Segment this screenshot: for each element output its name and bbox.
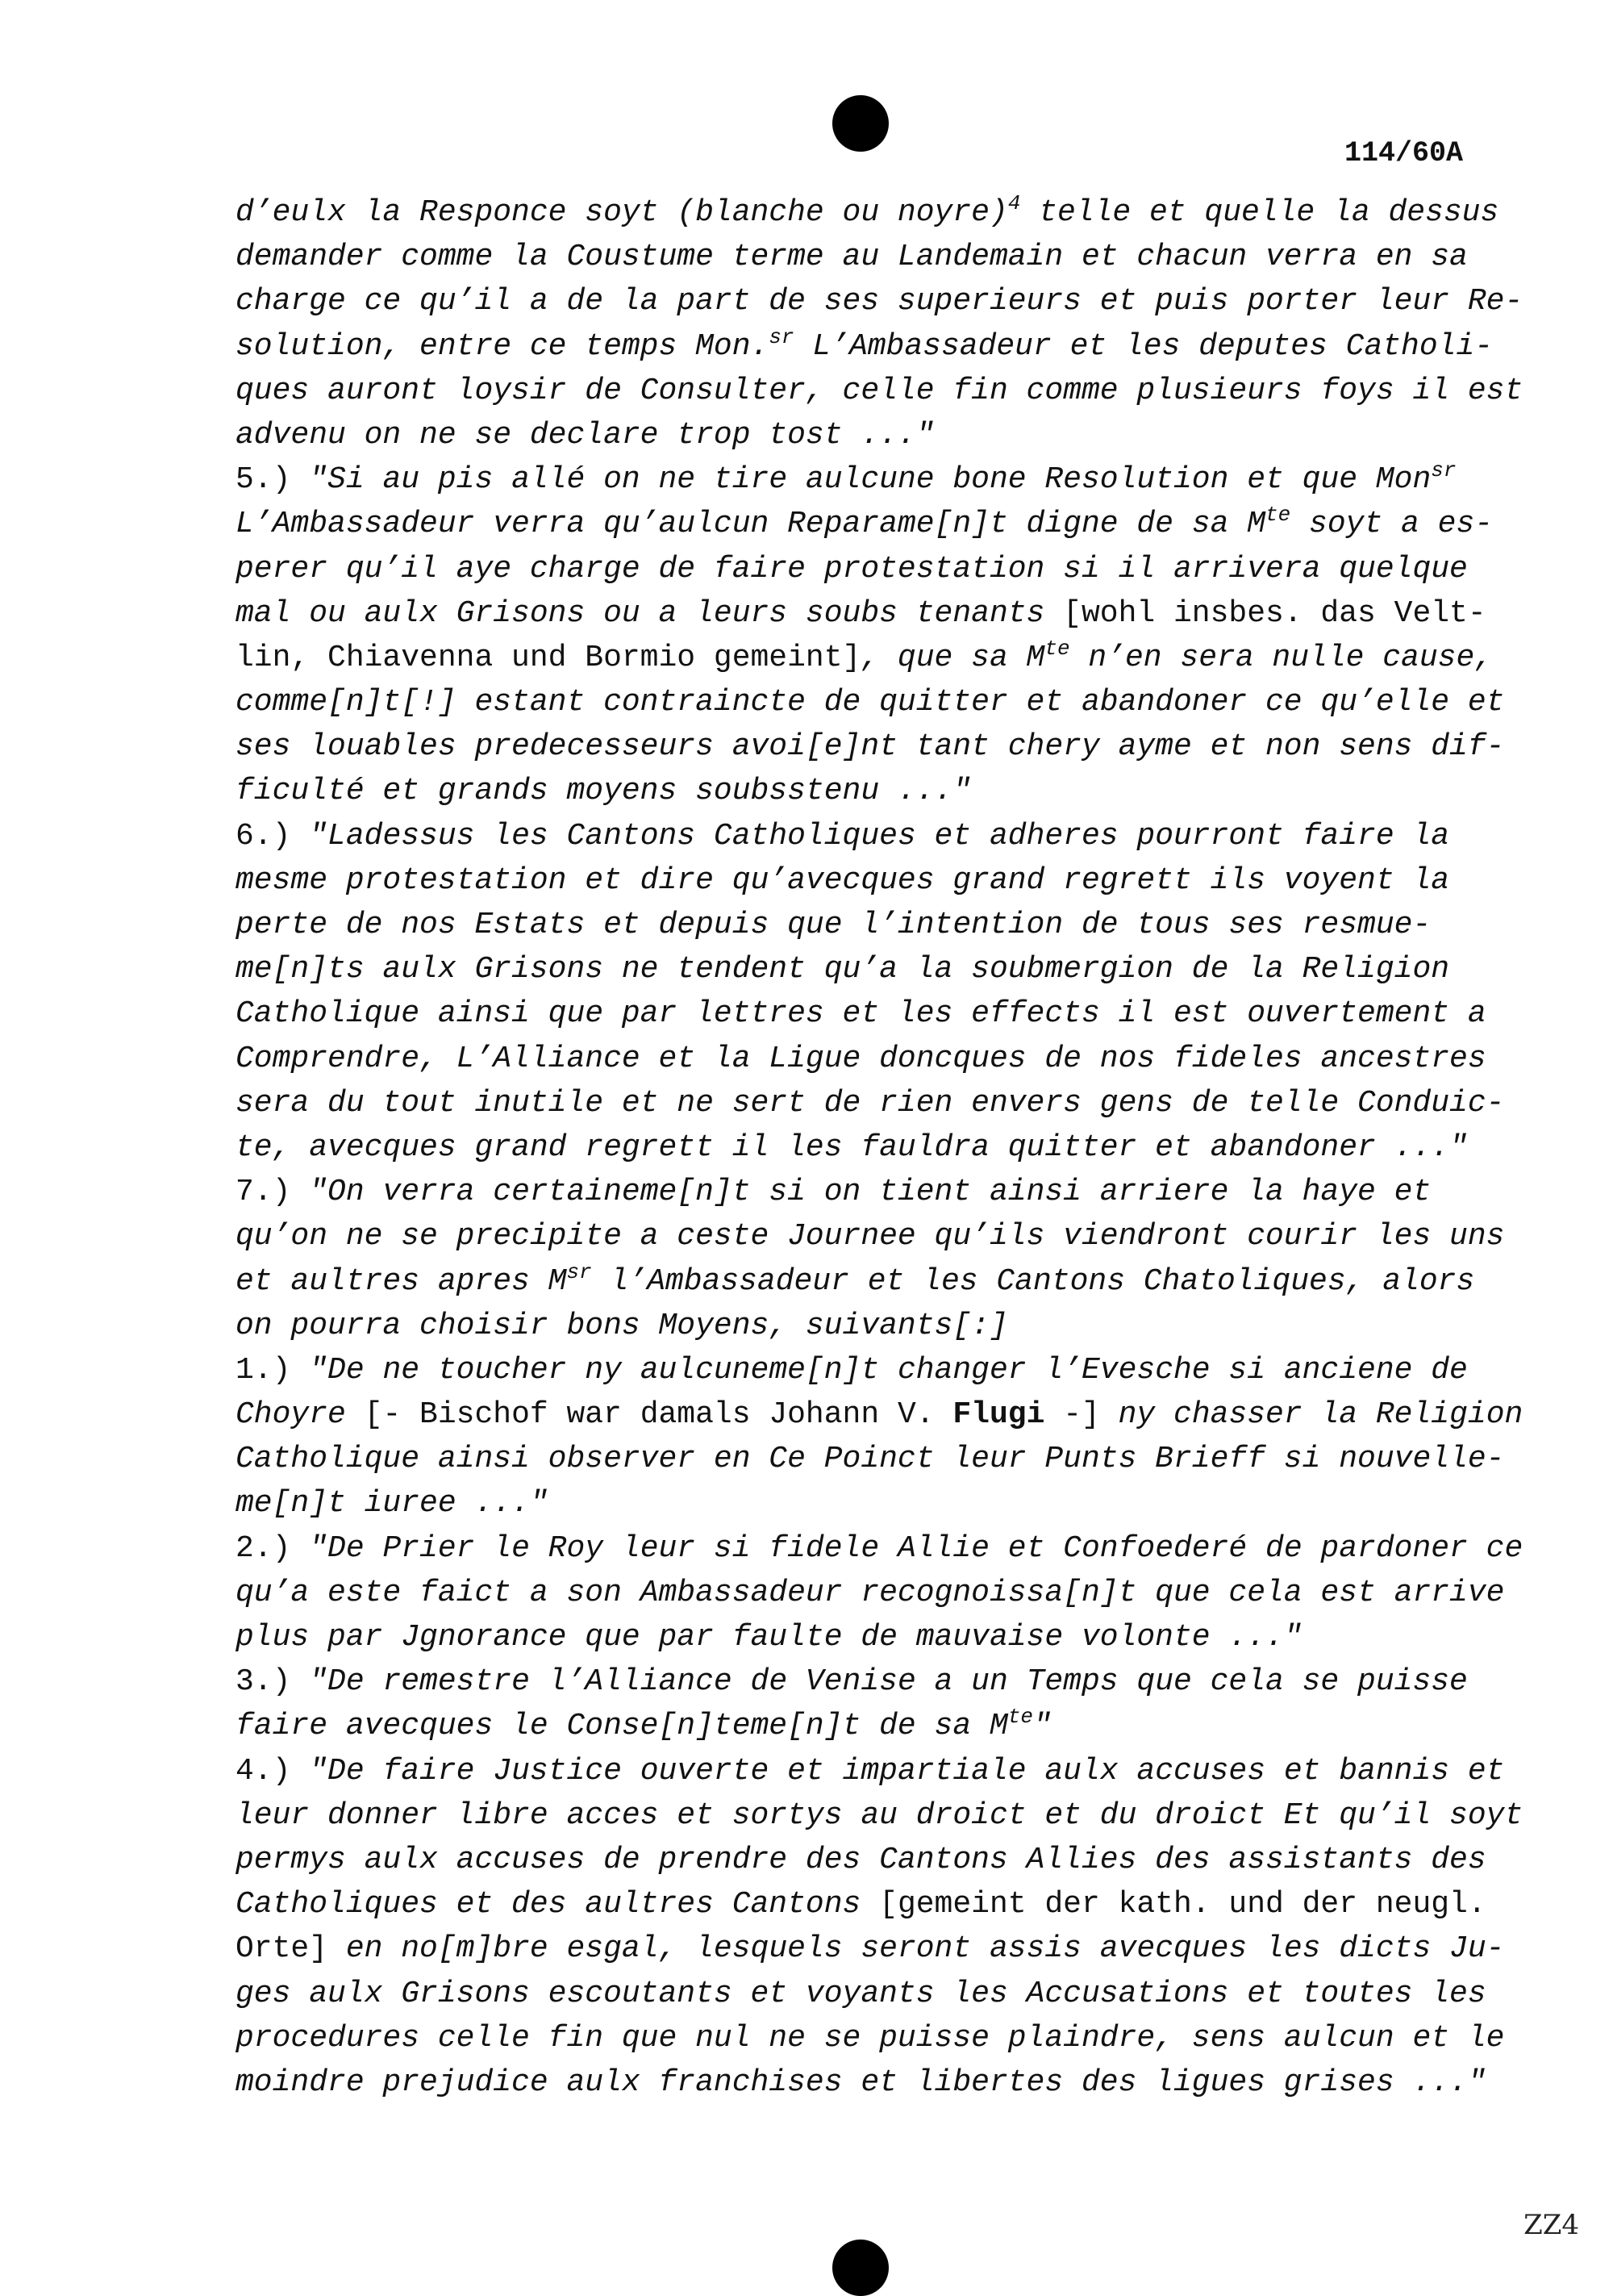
text-span: , que sa M xyxy=(861,640,1045,675)
text-span: demander comme la Coustume terme au Landemain et chacun verra en sa xyxy=(235,240,1468,275)
text-span: charge ce qu’il a de la part de ses superieurs et puis porter leur Re- xyxy=(235,284,1523,319)
text-line xyxy=(235,1571,1505,1615)
text-line xyxy=(235,1125,1478,1170)
text-line xyxy=(235,1749,1505,1793)
text-span: sera du tout inutile et ne sert de rien envers gens de telle Conduic- xyxy=(235,1085,1505,1121)
text-span: Catholique ainsi observer en Ce Poinct leur Punts Brieff si nouvelle- xyxy=(235,1442,1505,1477)
text-line xyxy=(235,814,1478,858)
text-span: "Ladessus les Cantons Catholiques et adheres pourront faire la xyxy=(290,818,1450,854)
text-span: [- Bischof war damals Johann V. xyxy=(364,1397,953,1433)
text-span: moindre prejudice aulx franchises et libertes des ligues grises ..." xyxy=(235,2064,1486,2100)
text-line xyxy=(235,1972,1486,2016)
text-span: Catholiques et des aultres Cantons xyxy=(235,1887,880,1922)
text-line xyxy=(235,324,1494,369)
text-line xyxy=(235,457,1478,502)
text-span: [wohl insbes. das Velt- xyxy=(1063,595,1486,631)
text-span: mesme protestation et dire qu’avecques grand regrett ils voyent la xyxy=(235,862,1450,898)
text-span: "De faire Justice ouverte et impartiale aulx accuses et bannis et xyxy=(290,1753,1505,1789)
text-span: soyt a es- xyxy=(1290,507,1494,542)
text-span: leur donner libre acces et sortys au droict et du droict Et qu’il soyt xyxy=(235,1797,1523,1833)
text-span: " xyxy=(1032,1709,1052,1744)
text-line xyxy=(235,1882,1486,1927)
text-line xyxy=(235,2016,1505,2060)
text-line xyxy=(235,1437,1505,1481)
text-line xyxy=(235,547,1478,591)
text-line xyxy=(235,724,1505,769)
text-span: perte de nos Estats et depuis que l’intention de tous ses resmue- xyxy=(235,908,1432,942)
text-line xyxy=(235,991,1486,1036)
item-number: 6.) xyxy=(235,818,291,854)
text-span: advenu on ne se declare trop tost ..." xyxy=(235,417,935,453)
text-line xyxy=(235,680,1505,724)
superscript: te xyxy=(1044,636,1070,661)
text-span: plus par Jgnorance que par faulte de mauvaise volonte ..." xyxy=(235,1620,1302,1655)
item-number: 4.) xyxy=(235,1753,291,1789)
text-line xyxy=(235,1037,1486,1081)
text-span: procedures celle fin que nul ne se puisse plaindre, sens aulcun et le xyxy=(235,2020,1505,2056)
text-line xyxy=(235,1170,1478,1214)
text-span: Catholique ainsi que par lettres et les effects il est ouvertement a xyxy=(235,996,1486,1032)
text-span: en no[m]bre esgal, lesquels seront assis avecques les dicts Ju- xyxy=(327,1931,1505,1967)
text-span: ficulté et grands moyens soubsstenu ..." xyxy=(235,774,972,809)
text-span: et aultres apres M xyxy=(235,1263,567,1299)
text-line xyxy=(235,1481,1478,1526)
text-line xyxy=(235,769,1478,813)
text-span: te, avecques grand regrett il les fauldra quitter et abandoner ..." xyxy=(235,1129,1468,1165)
text-line xyxy=(235,413,1478,457)
text-span: -] xyxy=(1044,1397,1100,1433)
superscript: sr xyxy=(566,1259,592,1284)
item-number: 2.) xyxy=(235,1530,291,1566)
text-line xyxy=(235,369,1523,413)
text-span: ny chasser la Religion xyxy=(1099,1397,1523,1433)
text-span: n’en sera nulle cause, xyxy=(1069,640,1494,675)
text-line xyxy=(235,1392,1523,1437)
text-line xyxy=(235,1526,1523,1571)
punch-hole-top xyxy=(832,95,889,152)
superscript: sr xyxy=(769,324,794,349)
text-span: permys aulx accuses de prendre des Cantons Allies des assistants des xyxy=(235,1842,1486,1877)
text-line xyxy=(235,2060,1486,2105)
text-span: Orte] xyxy=(235,1931,328,1967)
text-span: me[n]ts aulx Grisons ne tendent qu’a la soubmergion de la Religion xyxy=(235,952,1450,987)
text-span: me[n]t iuree ..." xyxy=(235,1486,548,1522)
text-span: ges aulx Grisons escoutants et voyants les Accusations et toutes les xyxy=(235,1976,1486,2011)
text-line xyxy=(235,1838,1486,1882)
superscript: te xyxy=(1007,1705,1033,1730)
text-line xyxy=(235,636,1494,680)
text-line xyxy=(235,858,1478,903)
text-line xyxy=(235,1927,1505,1971)
text-span: "Si au pis allé on ne tire aulcune bone Resolution et que Mon xyxy=(290,462,1432,498)
text-line xyxy=(235,190,1499,235)
text-line xyxy=(235,1348,1478,1392)
handwritten-folio-number: ZZ4 xyxy=(1523,2209,1579,2241)
item-number: 3.) xyxy=(235,1664,291,1700)
text-line xyxy=(235,1214,1505,1259)
page-identifier: 114/60A xyxy=(1344,137,1463,169)
text-span: L’Ambassadeur verra qu’aulcun Reparame[n]t digne de sa M xyxy=(235,507,1266,542)
text-span: perer qu’il aye charge de faire protestation si il arrivera quelque xyxy=(235,551,1468,587)
text-span: on pourra choisir bons Moyens, suivants[:] xyxy=(235,1308,1008,1343)
text-span: [gemeint der kath. und der neugl. xyxy=(879,1887,1486,1922)
text-line xyxy=(235,1793,1523,1838)
item-number: 5.) xyxy=(235,462,291,498)
text-span: mal ou aulx Grisons ou a leurs soubs tenants xyxy=(235,595,1064,631)
text-span: comme[n]t[!] estant contraincte de quitter et abandoner ce qu’elle et xyxy=(235,685,1505,720)
text-line xyxy=(235,502,1494,546)
text-span: telle et quelle la dessus xyxy=(1020,195,1499,230)
text-line xyxy=(235,279,1523,324)
text-line xyxy=(235,1081,1505,1125)
text-span: Choyre xyxy=(235,1397,365,1433)
text-span: lin, Chiavenna und Bormio gemeint] xyxy=(235,640,861,675)
superscript: te xyxy=(1265,503,1291,528)
text-span: d’eulx la Responce soyt (blanche ou noyre) xyxy=(235,195,1008,230)
text-span: "On verra certaineme[n]t si on tient ainsi arriere la haye et xyxy=(290,1175,1432,1210)
text-line xyxy=(235,1615,1478,1659)
superscript: 4 xyxy=(1007,191,1021,215)
text-span: qu’on ne se precipite a ceste Journee qu’ils viendront courir les uns xyxy=(235,1219,1505,1254)
body-text xyxy=(235,190,1523,2105)
item-number: 1.) xyxy=(235,1352,291,1388)
punch-hole-bottom xyxy=(832,2240,889,2296)
text-line xyxy=(235,1259,1478,1304)
text-span: "De remestre l’Alliance de Venise a un Temps que cela se puisse xyxy=(290,1664,1468,1700)
text-line xyxy=(235,1704,1478,1748)
text-line xyxy=(235,903,1478,947)
text-span: l’Ambassadeur et les Cantons Chatoliques, alors xyxy=(591,1263,1475,1299)
text-line xyxy=(235,1659,1478,1704)
text-span: faire avecques le Conse[n]teme[n]t de sa M xyxy=(235,1709,1008,1744)
text-line xyxy=(235,235,1478,279)
text-span: Flugi xyxy=(952,1397,1045,1433)
text-span: Comprendre, L’Alliance et la Ligue doncques de nos fideles ancestres xyxy=(235,1041,1486,1076)
text-line xyxy=(235,1304,1478,1348)
text-span: solution, entre ce temps Mon. xyxy=(235,328,769,364)
text-span: ses louables predecesseurs avoi[e]nt tant chery ayme et non sens dif- xyxy=(235,729,1505,765)
text-span: ques auront loysir de Consulter, celle fin comme plusieurs foys il est xyxy=(235,373,1523,408)
text-line xyxy=(235,591,1486,636)
text-span: "De Prier le Roy leur si fidele Allie et Confoederé de pardoner ce xyxy=(290,1530,1523,1566)
text-span: "De ne toucher ny aulcuneme[n]t changer l’Evesche si anciene de xyxy=(290,1352,1468,1388)
text-line xyxy=(235,947,1478,991)
item-number: 7.) xyxy=(235,1175,291,1210)
text-span: L’Ambassadeur et les deputes Catholi- xyxy=(794,328,1494,364)
text-span: qu’a este faict a son Ambassadeur recognoissa[n]t que cela est arrive xyxy=(235,1575,1505,1610)
superscript: sr xyxy=(1431,458,1457,483)
